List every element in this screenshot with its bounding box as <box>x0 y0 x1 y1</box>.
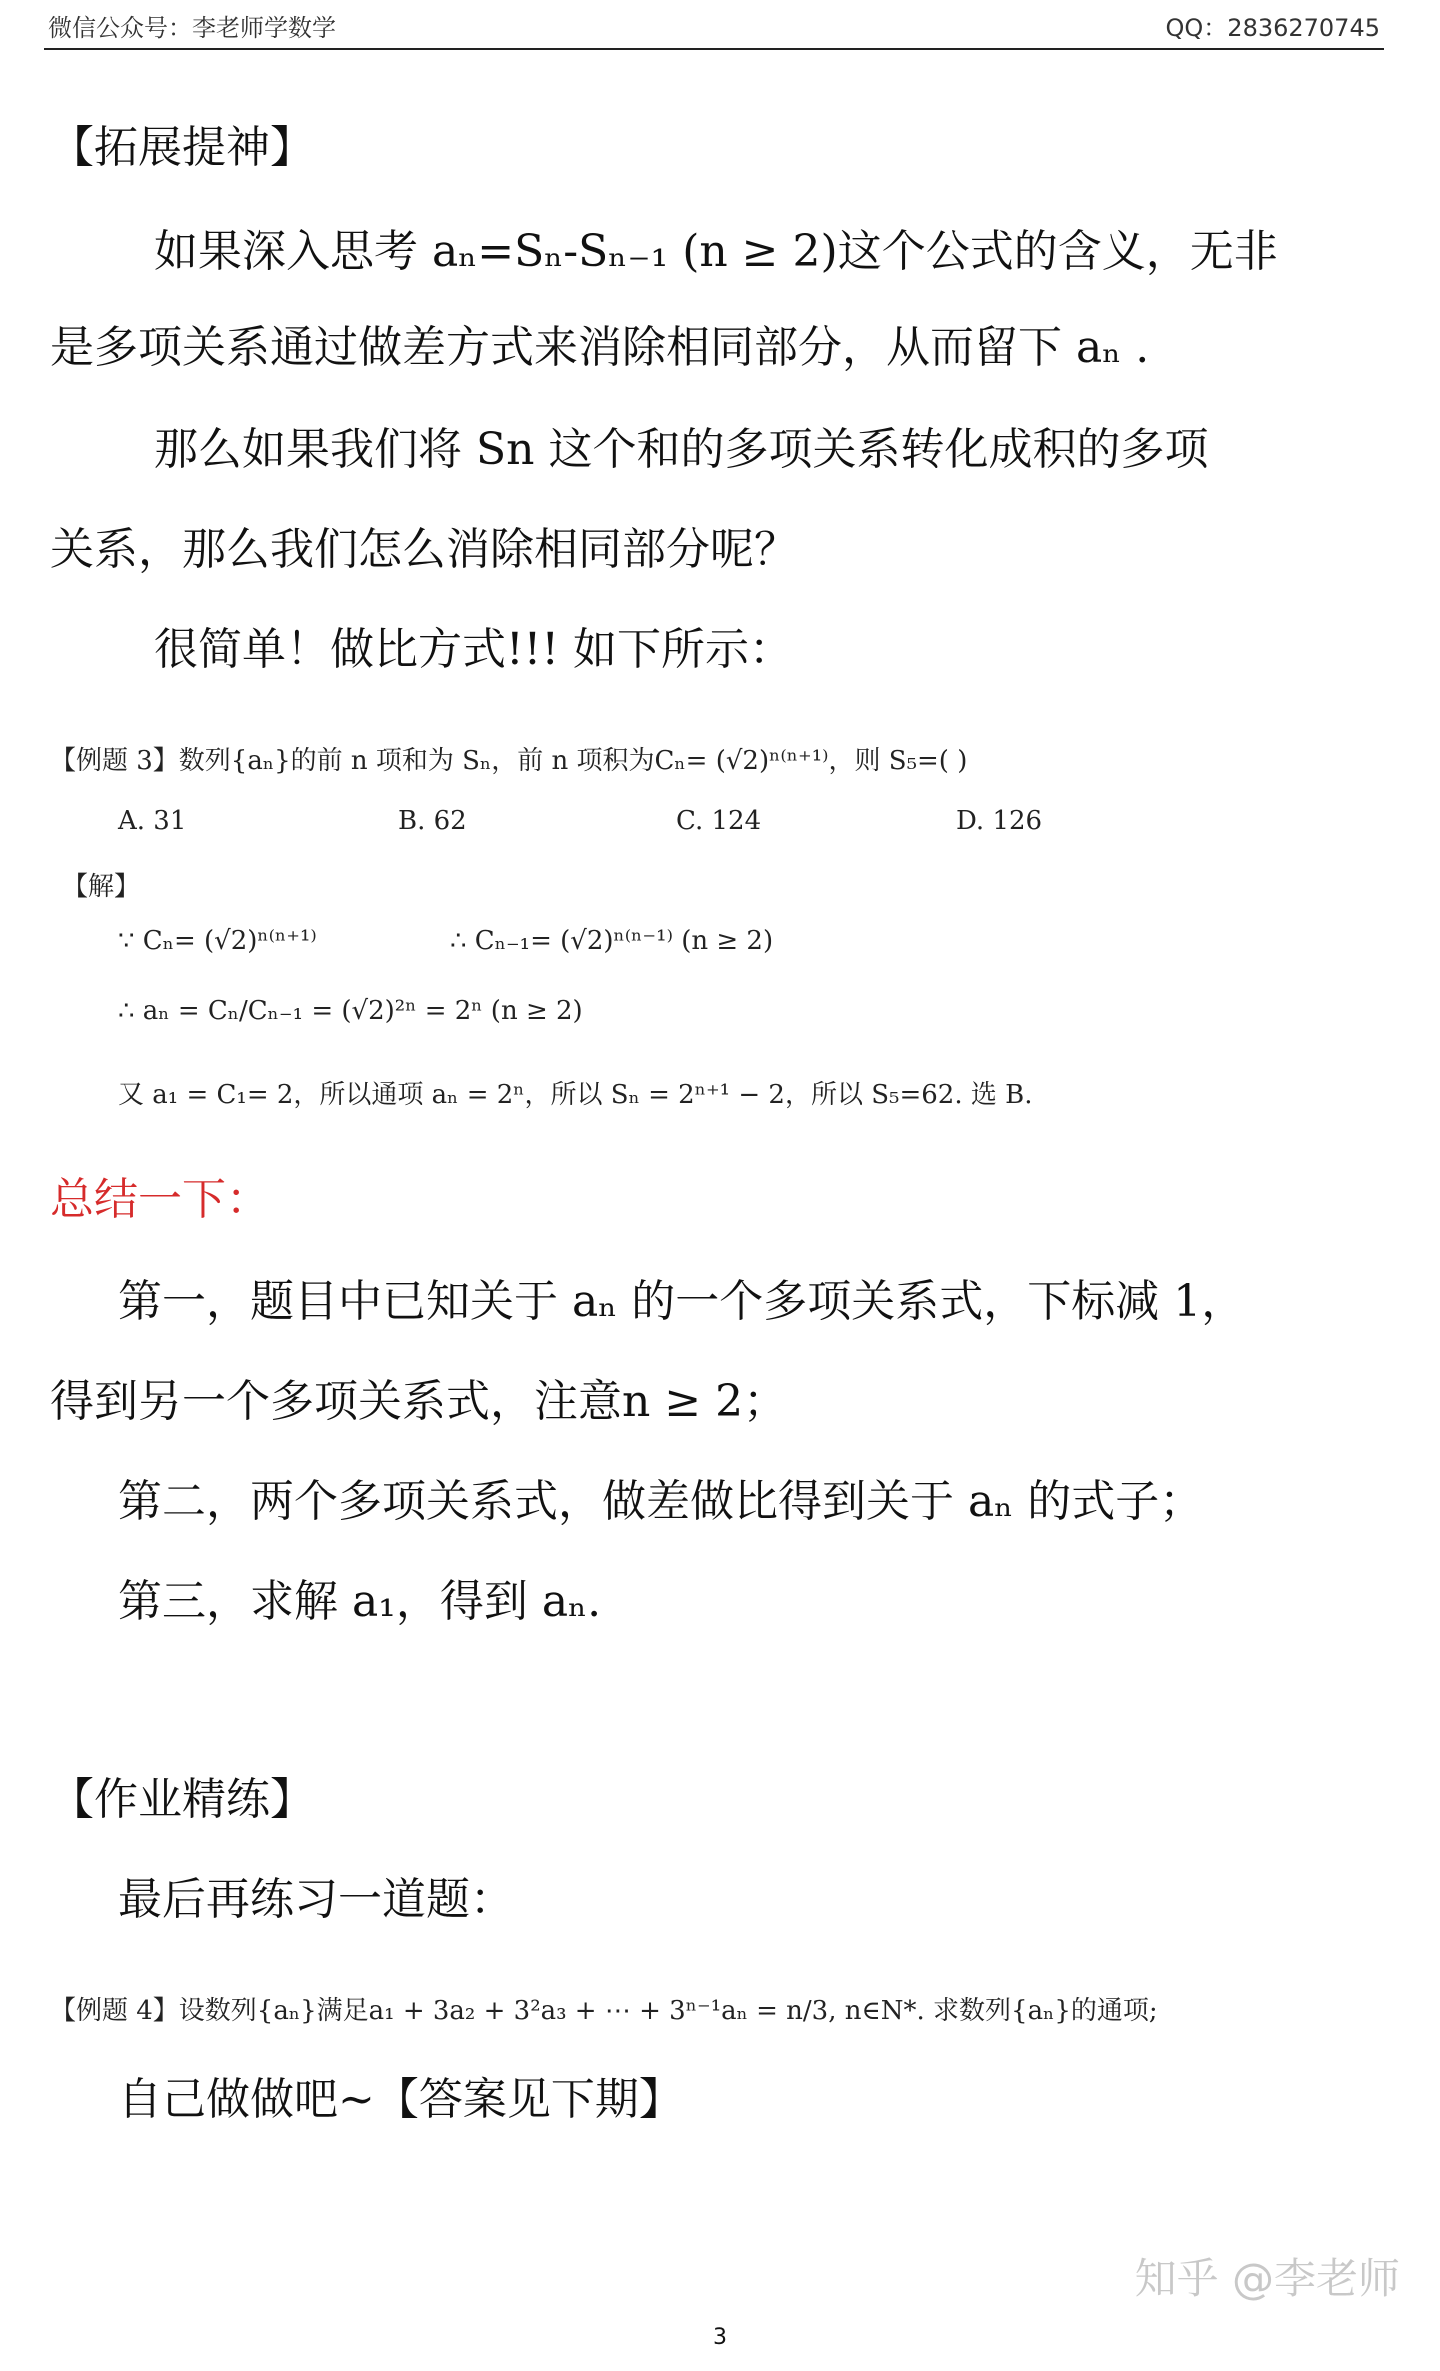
example-3-question: 【例题 3】数列{aₙ}的前 n 项和为 Sₙ，前 n 项积为Cₙ= (√2)ⁿ⁽ⁿ⁺¹⁾，则 S₅=( ) <box>50 746 968 776</box>
homework-closing: 自己做做吧~【答案见下期】 <box>118 2074 683 2125</box>
paragraph-1-line-2: 是多项关系通过做差方式来消除相同部分，从而留下 aₙ . <box>50 322 1150 373</box>
header-qq: QQ：2836270745 <box>1165 14 1380 42</box>
section-title-expand: 【拓展提神】 <box>50 122 314 173</box>
example-3-step-1a: ∵ Cₙ= (√2)ⁿ⁽ⁿ⁺¹⁾ <box>118 926 317 956</box>
example-3-step-3: 又 a₁ = C₁= 2，所以通项 aₙ = 2ⁿ，所以 Sₙ = 2ⁿ⁺¹ − 2，所以 S₅=62. 选 B. <box>118 1080 1033 1110</box>
page-number: 3 <box>713 2325 727 2350</box>
page-header <box>44 0 1384 50</box>
summary-line-3: 第二，两个多项关系式，做差做比得到关于 aₙ 的式子； <box>118 1476 1204 1527</box>
example-3-solution-label: 【解】 <box>62 872 141 902</box>
zhihu-watermark: 知乎 @李老师 <box>1134 2254 1400 2303</box>
example-3-option-b: B. 62 <box>398 806 467 836</box>
example-3-option-d: D. 126 <box>956 806 1043 836</box>
example-3-option-a: A. 31 <box>118 806 187 836</box>
paragraph-2-line-2: 关系，那么我们怎么消除相同部分呢？ <box>50 524 798 575</box>
example-3-step-1b: ∴ Cₙ₋₁= (√2)ⁿ⁽ⁿ⁻¹⁾ (n ≥ 2) <box>450 926 774 956</box>
summary-title: 总结一下： <box>50 1174 270 1225</box>
summary-line-2: 得到另一个多项关系式，注意n ≥ 2； <box>50 1376 788 1427</box>
homework-title: 【作业精练】 <box>50 1774 314 1825</box>
example-3-option-c: C. 124 <box>676 806 762 836</box>
example-3-step-2: ∴ aₙ = Cₙ/Cₙ₋₁ = (√2)²ⁿ = 2ⁿ (n ≥ 2) <box>118 996 583 1026</box>
example-4-question: 【例题 4】设数列{aₙ}满足a₁ + 3a₂ + 3²a₃ + ⋯ + 3ⁿ⁻¹aₙ = n/3, n∈N*. 求数列{aₙ}的通项; <box>50 1996 1158 2026</box>
paragraph-2-line-1: 那么如果我们将 Sn 这个和的多项关系转化成积的多项 <box>154 424 1209 475</box>
homework-intro: 最后再练习一道题： <box>118 1874 514 1925</box>
summary-line-4: 第三，求解 a₁，得到 aₙ. <box>118 1576 602 1627</box>
header-wechat: 微信公众号：李老师学数学 <box>48 14 336 42</box>
summary-line-1: 第一，题目中已知关于 aₙ 的一个多项关系式，下标减 1， <box>118 1276 1246 1327</box>
paragraph-3: 很简单！做比方式!!! 如下所示： <box>154 624 794 675</box>
paragraph-1-line-1: 如果深入思考 aₙ=Sₙ-Sₙ₋₁ (n ≥ 2)这个公式的含义，无非 <box>154 226 1278 277</box>
